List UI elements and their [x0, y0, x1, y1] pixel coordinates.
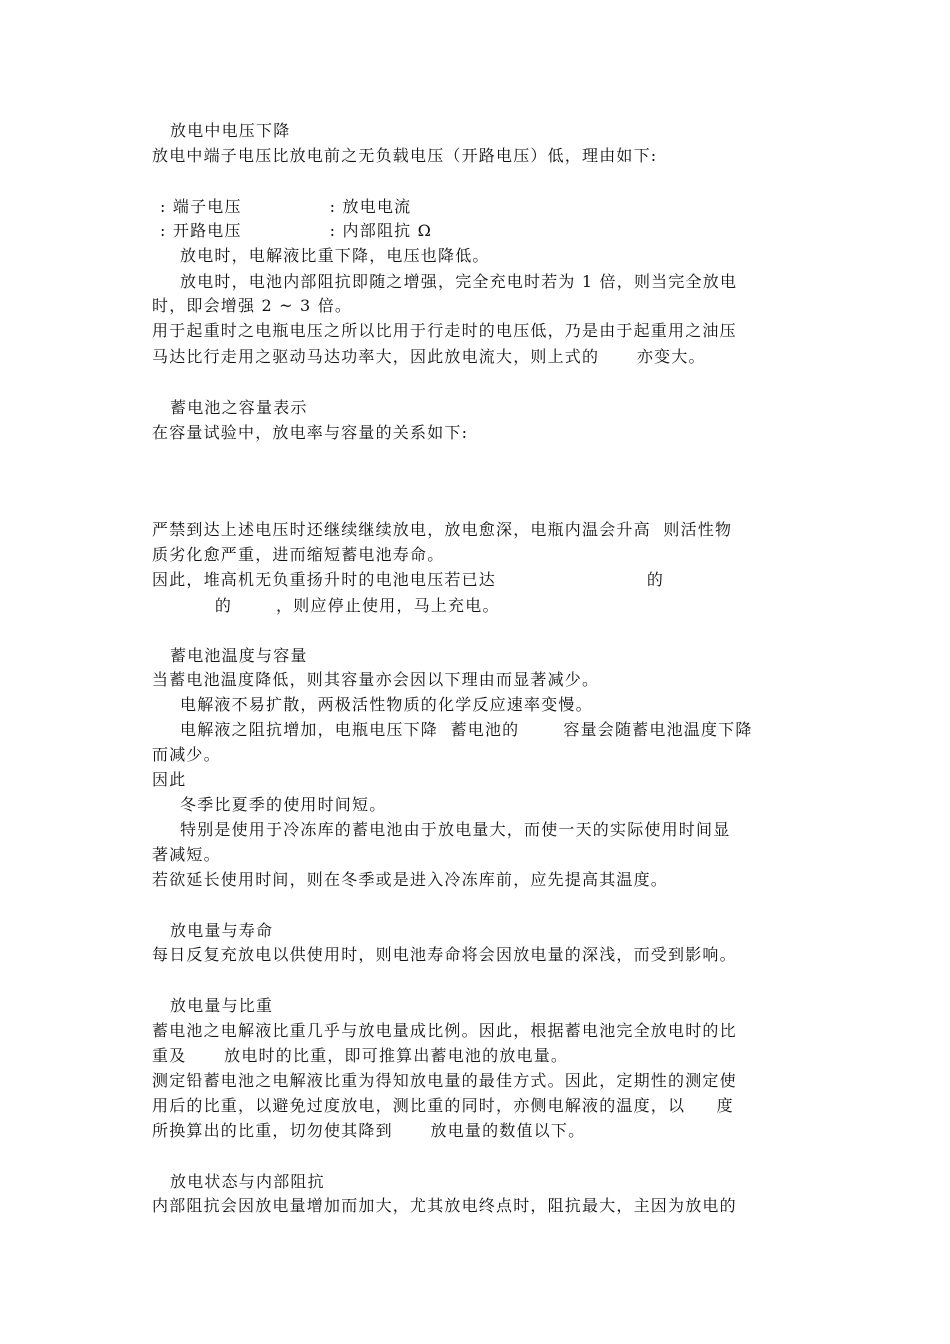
paragraph: 特别是使用于冷冻库的蓄电池由于放电量大，而使一天的实际使用时间显: [180, 820, 731, 839]
paragraph: 电解液之阻抗增加，电瓶电压下降 蓄电池的 容量会随蓄电池温度下降: [180, 720, 753, 739]
definition-row: : 开路电压 : 内部阻抗 Ω: [160, 221, 433, 240]
paragraph-continuation: 所换算出的比重，切勿使其降到 放电量的数值以下。: [152, 1121, 586, 1140]
paragraph: 严禁到达上述电压时还继续继续放电，放电愈深，电瓶内温会升高 则活性物: [152, 520, 733, 539]
definition-row: : 端子电压 : 放电电流: [160, 197, 412, 216]
paragraph-continuation: 质劣化愈严重，进而缩短蓄电池寿命。: [152, 545, 445, 564]
paragraph: 测定铅蓄电池之电解液比重为得知放电量的最佳方式。因此，定期性的测定使: [152, 1071, 737, 1090]
paragraph-continuation: 的 ，则应停止使用，马上充电。: [152, 596, 500, 615]
section-heading-life: 放电量与寿命: [170, 921, 274, 940]
section-heading-capacity: 蓄电池之容量表示: [170, 398, 308, 417]
paragraph: 每日反复充放电以供使用时，则电池寿命将会因放电量的深浅，而受到影响。: [152, 945, 737, 964]
paragraph: 放电时，电池内部阻抗即随之增强，完全充电时若为 1 倍，则当完全放电: [180, 272, 738, 291]
paragraph-continuation: 马达比行走用之驱动马达功率大，因此放电流大，则上式的 亦变大。: [152, 347, 706, 366]
section-heading-specific-gravity: 放电量与比重: [170, 996, 274, 1015]
paragraph: 放电时，电解液比重下降，电压也降低。: [180, 246, 490, 265]
paragraph-continuation: 而减少。: [152, 745, 221, 764]
section-heading-voltage-drop: 放电中电压下降: [170, 121, 291, 140]
paragraph-continuation: 著减短。: [152, 845, 221, 864]
paragraph: 冬季比夏季的使用时间短。: [180, 795, 387, 814]
paragraph: 用于起重时之电瓶电压之所以比用于行走时的电压低，乃是由于起重用之油压: [152, 321, 737, 340]
paragraph: 放电中端子电压比放电前之无负载电压（开路电压）低，理由如下:: [152, 146, 658, 165]
section-heading-internal-resistance: 放电状态与内部阻抗: [170, 1172, 325, 1191]
paragraph: 在容量试验中，放电率与容量的关系如下:: [152, 423, 469, 442]
paragraph-continuation: 时，即会增强 2 ~ 3 倍。: [152, 296, 353, 315]
paragraph: 因此: [152, 770, 187, 789]
paragraph: 内部阻抗会因放电量增加而加大，尤其放电终点时，阻抗最大，主因为放电的: [152, 1196, 737, 1215]
paragraph: 若欲延长使用时间，则在冬季或是进入冷冻库前，应先提高其温度。: [152, 870, 669, 889]
section-heading-temperature: 蓄电池温度与容量: [170, 646, 308, 665]
paragraph-continuation: 重及 放电时的比重，即可推算出蓄电池的放电量。: [152, 1046, 569, 1065]
paragraph: 蓄电池之电解液比重几乎与放电量成比例。因此，根据蓄电池完全放电时的比: [152, 1021, 737, 1040]
paragraph: 电解液不易扩散，两极活性物质的化学反应速率变慢。: [180, 695, 593, 714]
paragraph: 当蓄电池温度降低，则其容量亦会因以下理由而显著减少。: [152, 670, 600, 689]
paragraph: 因此，堆高机无负重扬升时的电池电压若已达 的: [152, 570, 665, 589]
paragraph-continuation: 用后的比重，以避免过度放电，测比重的同时，亦侧电解液的温度，以 度: [152, 1096, 734, 1115]
